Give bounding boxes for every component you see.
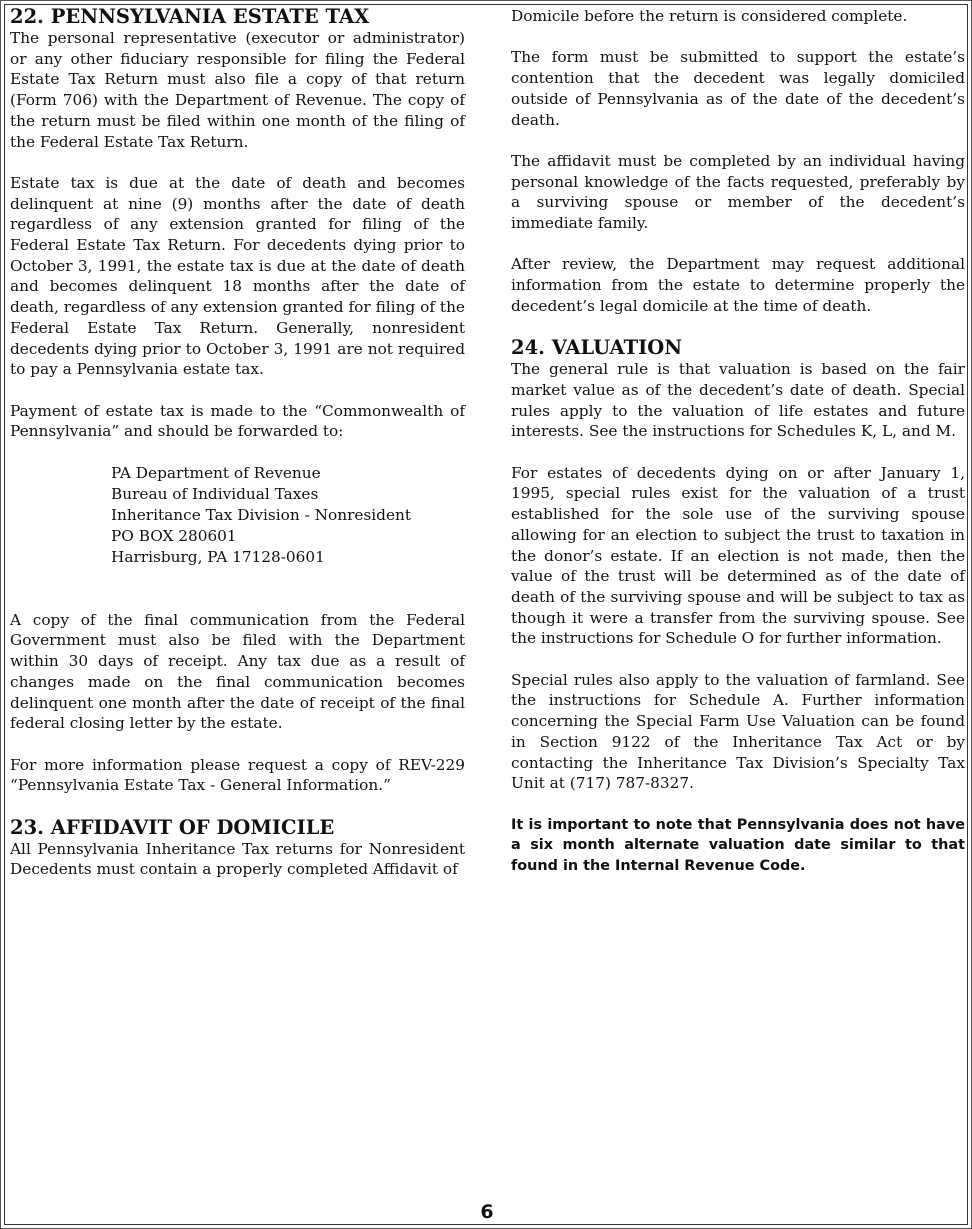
page-number: 6 bbox=[480, 1201, 494, 1223]
section-23-paragraph-1: All Pennsylvania Inheritance Tax returns for Nonresident Decedents must contain a properly completed Affidavit of bbox=[10, 839, 465, 879]
address-line: PA Department of Revenue bbox=[111, 463, 321, 482]
right-column bbox=[511, 6, 965, 897]
section-24-paragraph-3: Special rules also apply to the valuation of farmland. See the instructions for Schedule A. Further information concerning the Special Farm Use Valuation can be found in Section 9122 of the Inheritance Tax Act or by contacting the Inheritance Tax Division’s Specialty Tax Unit at (717) 787-8327. bbox=[511, 670, 965, 793]
section-22-paragraph-3: Payment of estate tax is made to the “Commonwealth of Pennsylvania” and should be forwarded to: bbox=[10, 401, 465, 441]
address-line: Bureau of Individual Taxes bbox=[111, 484, 319, 503]
section-24-paragraph-2: For estates of decedents dying on or after January 1, 1995, special rules exist for the valuation of a trust established for the sole use of the surviving spouse allowing for an election to subject the trust to taxation in the donor’s estate. If an election is not made, then the value of the trust will be determined as of the date of death of the surviving spouse and will be subject to tax as though it were a transfer from the surviving spouse. See the instructions for Schedule O for further information. bbox=[511, 463, 965, 648]
section-24-heading: 24. VALUATION bbox=[511, 336, 683, 360]
section-24-important-note: It is important to note that Pennsylvania does not have a six month alternate valuation date similar to that found in the Internal Revenue Code. bbox=[511, 816, 965, 875]
section-23-paragraph-2: The form must be submitted to support the estate’s contention that the decedent was legally domiciled outside of Pennsylvania as of the date of the decedent’s death. bbox=[511, 48, 965, 129]
section-23-paragraph-4: After review, the Department may request additional information from the estate to determine properly the decedent’s legal domicile at the time of death. bbox=[511, 255, 965, 315]
section-24-paragraph-1: The general rule is that valuation is based on the fair market value as of the decedent’s date of death. Special rules apply to the valuation of life estates and future interests. See the instructions for Schedules K, L, and M. bbox=[511, 360, 965, 441]
section-22-heading: 22. PENNSYLVANIA ESTATE TAX bbox=[10, 5, 370, 28]
address-line: Harrisburg, PA 17128-0601 bbox=[111, 547, 325, 566]
mailing-address bbox=[111, 463, 465, 568]
section-22-paragraph-1: The personal representative (executor or administrator) or any other fiduciary responsible for filing the Federal Estate Tax Return must also file a copy of that return (Form 706) with the Department of Revenue. The copy of the return must be filed within one month of the filing of the Federal Estate Tax Return. bbox=[10, 29, 465, 151]
section-23-paragraph-1-continued: Domicile before the return is considered complete. bbox=[511, 7, 908, 25]
address-line: Inheritance Tax Division - Nonresident bbox=[111, 505, 412, 524]
section-23-heading: 23. AFFIDAVIT OF DOMICILE bbox=[10, 815, 335, 839]
section-22-paragraph-4: A copy of the final communication from the Federal Government must also be filed with the Department within 30 days of receipt. Any tax due as a result of changes made on the final communication becomes delinquent one month after the date of receipt of the final federal closing letter by the estate. bbox=[10, 610, 465, 733]
section-23-paragraph-3: The affidavit must be completed by an individual having personal knowledge of the facts requested, preferably by a surviving spouse or member of the decedent’s immediate family. bbox=[511, 151, 965, 232]
address-line: PO BOX 280601 bbox=[111, 526, 237, 545]
left-column bbox=[10, 6, 465, 901]
section-22-paragraph-2: Estate tax is due at the date of death and becomes delinquent at nine (9) months after the date of death regardless of any extension granted for filing of the Federal Estate Tax Return. For decedents dying prior to October 3, 1991, the estate tax is due at the date of death and becomes delinquent 18 months after the date of death, regardless of any extension granted for filing of the Federal Estate Tax Return. Generally, nonresident decedents dying prior to October 3, 1991 are not required to pay a Pennsylvania estate tax. bbox=[10, 173, 465, 379]
section-22-paragraph-5: For more information please request a copy of REV-229 “Pennsylvania Estate Tax - General Information.” bbox=[10, 755, 465, 795]
